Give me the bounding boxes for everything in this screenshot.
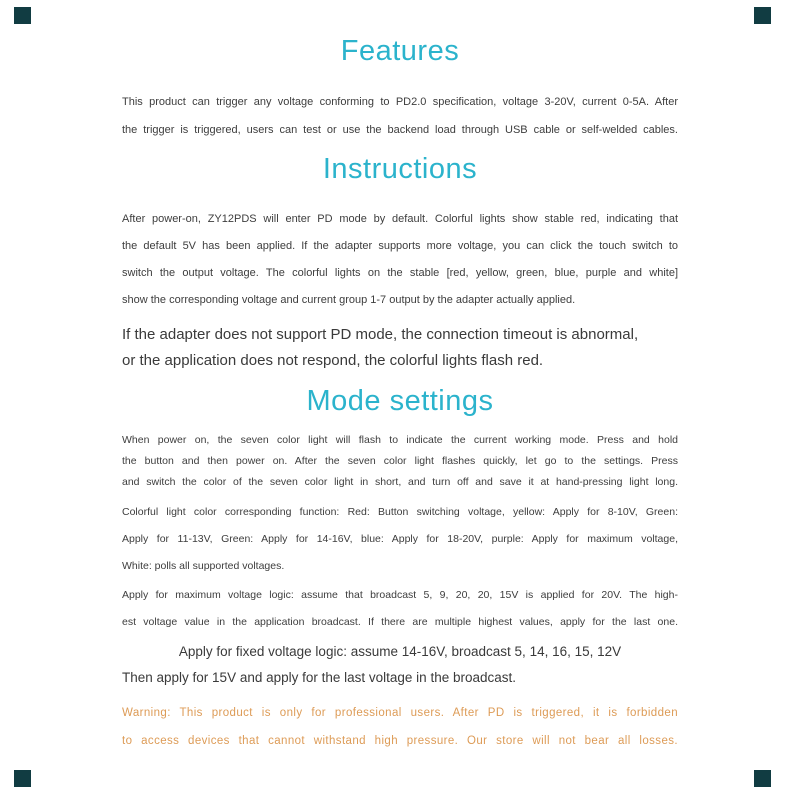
text-line: Apply for maximum voltage logic: assume that broadcast 5, 9, 20, 20, 15V is applied for 20V. The high- <box>122 589 678 601</box>
text-line: White: polls all supported voltages. <box>122 560 285 572</box>
text-line: Warning: This product is only for professional users. After PD is triggered, it is forbidden <box>122 707 678 719</box>
document-content <box>122 34 678 755</box>
text-line: est voltage value in the application broadcast. If there are multiple highest values, apply for the last one. <box>122 616 678 628</box>
max-voltage-paragraph <box>122 582 678 636</box>
text-line: After power-on, ZY12PDS will enter PD mode by default. Colorful lights show stable red, indicating that <box>122 213 678 225</box>
text-line: This product can trigger any voltage conforming to PD2.0 specification, voltage 3-20V, current 0-5A. After <box>122 96 678 108</box>
working-mode-paragraph <box>122 430 678 493</box>
text-line: and switch the color of the seven color light in short, and turn off and save it at hand-pressing light long. <box>122 476 678 488</box>
text-line: Apply for 11-13V, Green: Apply for 14-16V, blue: Apply for 18-20V, purple: Apply for maximum voltage, <box>122 533 678 545</box>
text-line: show the corresponding voltage and current group 1-7 output by the adapter actually applied. <box>122 294 576 306</box>
corner-marker-top-left <box>14 7 31 24</box>
text-line: When power on, the seven color light will flash to indicate the current working mode. Press and hold <box>122 434 678 446</box>
pd-fail-paragraph <box>122 322 678 374</box>
mode-settings-heading: Mode settings <box>306 385 494 417</box>
text-line: the button and then power on. After the seven color light flashes quickly, let go to the settings. Press <box>122 455 678 467</box>
features-heading: Features <box>340 35 460 67</box>
features-paragraph <box>122 88 678 144</box>
corner-marker-bottom-right <box>754 770 771 787</box>
text-line: to access devices that cannot withstand high pressure. Our store will not bear all losses. <box>122 735 678 747</box>
text-line: switch the output voltage. The colorful lights on the stable [red, yellow, green, blue, purple and white] <box>122 267 678 279</box>
text-line: Then apply for 15V and apply for the last voltage in the broadcast. <box>122 670 516 685</box>
instructions-paragraph <box>122 206 678 314</box>
text-line: the default 5V has been applied. If the adapter supports more voltage, you can click the touch switch to <box>122 240 678 252</box>
text-line: the trigger is triggered, users can test or use the backend load through USB cable or self-welded cables. <box>122 124 678 136</box>
fixed-voltage-paragraph <box>122 639 678 691</box>
text-line: If the adapter does not support PD mode, the connection timeout is abnormal, <box>122 326 639 343</box>
text-line: Colorful light color corresponding function: Red: Button switching voltage, yellow: Apply for 8-10V, Green: <box>122 506 678 518</box>
color-function-paragraph <box>122 499 678 580</box>
warning-paragraph <box>122 699 678 755</box>
corner-marker-bottom-left <box>14 770 31 787</box>
instructions-heading: Instructions <box>322 153 478 185</box>
corner-marker-top-right <box>754 7 771 24</box>
text-line: or the application does not respond, the colorful lights flash red. <box>122 352 544 369</box>
text-line: Apply for fixed voltage logic: assume 14-16V, broadcast 5, 14, 16, 15, 12V <box>178 644 622 659</box>
